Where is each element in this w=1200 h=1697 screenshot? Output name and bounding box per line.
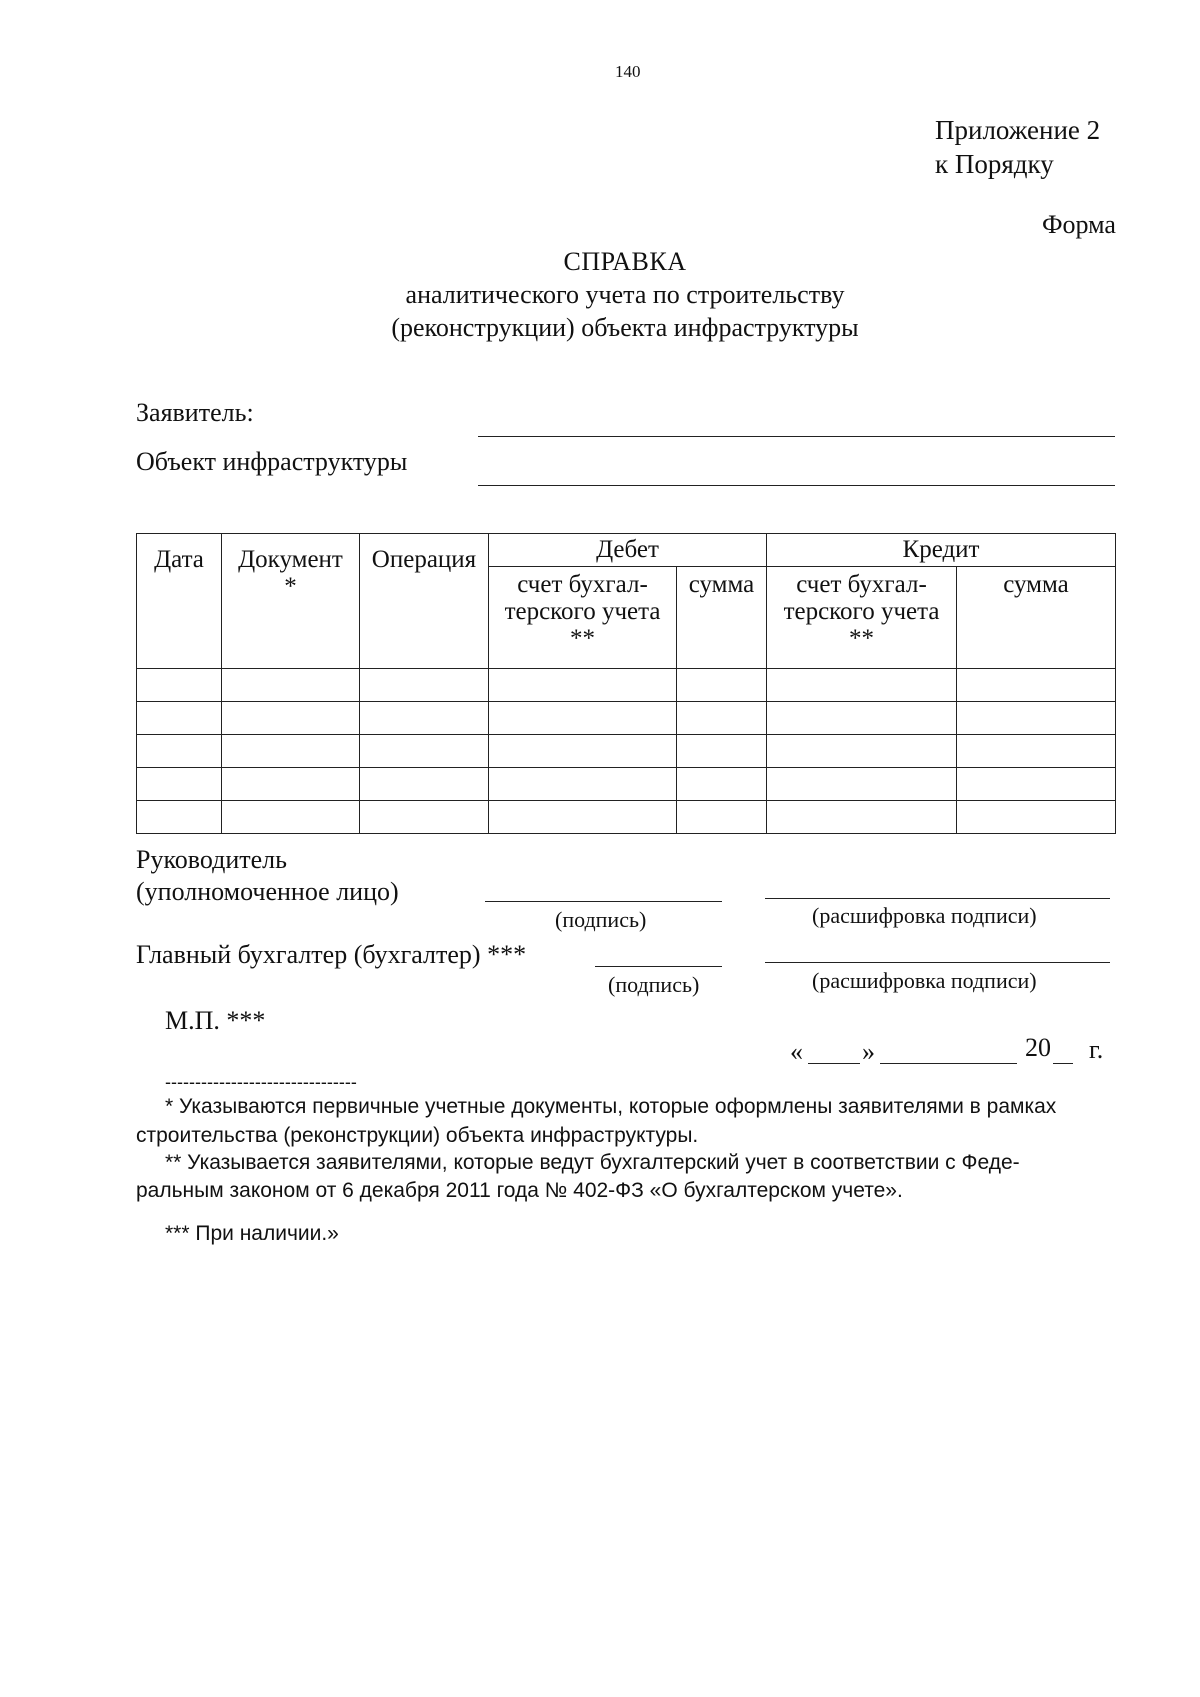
table-cell[interactable] (767, 735, 957, 768)
table-cell[interactable] (360, 801, 489, 834)
credit-sum-label: сумма (1003, 571, 1069, 598)
table-cell[interactable] (489, 735, 677, 768)
title-line-1: СПРАВКА (563, 247, 687, 276)
stamp-label: М.П. *** (165, 1006, 266, 1035)
table-header-row (137, 534, 1116, 567)
applicant-line[interactable] (478, 436, 1115, 437)
col-date-header (137, 534, 222, 669)
table-cell[interactable] (957, 702, 1116, 735)
title-line-2: аналитического учета по строительству (405, 280, 845, 309)
head-label-line-1: Руководитель (136, 845, 287, 874)
appendix-line-2: к Порядку (935, 149, 1054, 179)
table-cell[interactable] (222, 702, 360, 735)
table-cell[interactable] (489, 768, 677, 801)
table-body (137, 669, 1116, 834)
head-decode-line[interactable] (765, 898, 1110, 899)
col-document-header (222, 534, 360, 669)
object-label: Объект инфраструктуры (136, 447, 408, 476)
table-cell[interactable] (137, 702, 222, 735)
table-cell[interactable] (767, 768, 957, 801)
date-open-quote: « (790, 1037, 803, 1066)
table-cell[interactable] (360, 669, 489, 702)
head-signature-line[interactable] (485, 901, 722, 902)
table-cell[interactable] (677, 702, 767, 735)
credit-account-mark: ** (849, 625, 874, 652)
footnote-2-line-1: ** Указывается заявителями, которые ведут бухгалтерский учет в соответствии с Феде- (165, 1151, 1020, 1174)
debit-account-mark: ** (570, 625, 595, 652)
col-operation-header (360, 534, 489, 669)
table-cell[interactable] (957, 735, 1116, 768)
appendix-line-1: Приложение 2 (935, 115, 1101, 145)
debit-account-header (489, 567, 677, 669)
debit-header (489, 534, 767, 567)
table-cell[interactable] (222, 735, 360, 768)
col-operation-label: Операция (371, 546, 477, 573)
head-decode-caption: (расшифровка подписи) (812, 903, 1037, 928)
table-cell[interactable] (222, 669, 360, 702)
table-row (137, 768, 1116, 801)
table-cell[interactable] (137, 669, 222, 702)
accountant-label: Главный бухгалтер (бухгалтер) *** (136, 940, 527, 969)
accountant-signature-caption: (подпись) (608, 972, 700, 997)
debit-sum-header (677, 567, 767, 669)
document-title (300, 245, 950, 344)
table-cell[interactable] (222, 801, 360, 834)
footnote-1-line-2: строительства (реконструкции) объекта инфраструктуры. (136, 1124, 699, 1147)
table-cell[interactable] (360, 735, 489, 768)
table-cell[interactable] (489, 801, 677, 834)
accountant-decode-line[interactable] (765, 962, 1110, 963)
footnote-1-line-1: * Указываются первичные учетные документы, которые оформлены заявителями в рамках (165, 1095, 1057, 1118)
table-cell[interactable] (957, 801, 1116, 834)
credit-account-header (767, 567, 957, 669)
col-date-label: Дата (154, 546, 204, 573)
credit-header (767, 534, 1116, 567)
debit-account-line-2: терского учета (504, 598, 661, 625)
page-number: 140 (615, 62, 641, 81)
credit-account-line-1: счет бухгал- (796, 571, 927, 598)
debit-sum-label: сумма (688, 571, 755, 598)
credit-account-line-2: терского учета (783, 598, 940, 625)
col-document-label: Документ (238, 546, 343, 573)
table-cell[interactable] (677, 768, 767, 801)
appendix-reference (935, 113, 1100, 181)
table-cell[interactable] (677, 801, 767, 834)
table-cell[interactable] (767, 669, 957, 702)
date-month-line[interactable] (880, 1063, 1017, 1064)
table-cell[interactable] (360, 702, 489, 735)
table-cell[interactable] (137, 735, 222, 768)
table-cell[interactable] (489, 702, 677, 735)
credit-sum-header (957, 567, 1116, 669)
debit-label: Дебет (596, 536, 659, 563)
object-line[interactable] (478, 485, 1115, 486)
table-cell[interactable] (360, 768, 489, 801)
table-cell[interactable] (677, 669, 767, 702)
credit-label: Кредит (902, 536, 980, 563)
head-label-line-2: (уполномоченное лицо) (136, 877, 399, 906)
table-cell[interactable] (137, 801, 222, 834)
date-year-line[interactable] (1053, 1063, 1073, 1064)
title-line-3: (реконструкции) объекта инфраструктуры (391, 313, 859, 342)
head-signature-caption: (подпись) (555, 907, 647, 932)
date-year-prefix: 20 (1025, 1033, 1051, 1062)
applicant-label: Заявитель: (136, 398, 254, 427)
date-day-line[interactable] (808, 1063, 860, 1064)
table-cell[interactable] (489, 669, 677, 702)
accountant-decode-caption: (расшифровка подписи) (812, 968, 1037, 993)
table-cell[interactable] (222, 768, 360, 801)
table-cell[interactable] (957, 669, 1116, 702)
table-row (137, 801, 1116, 834)
table-cell[interactable] (137, 768, 222, 801)
date-close-quote: » (862, 1037, 875, 1066)
accountant-signature-line[interactable] (595, 966, 722, 967)
footnote-3: *** При наличии.» (165, 1222, 339, 1245)
footnote-2-line-2: ральным законом от 6 декабря 2011 года № 402-ФЗ «О бухгалтерском учете». (136, 1179, 903, 1202)
footnote-separator: -------------------------------- (165, 1072, 357, 1092)
table-cell[interactable] (767, 702, 957, 735)
col-document-mark: * (284, 573, 297, 600)
table-row (137, 702, 1116, 735)
table-cell[interactable] (767, 801, 957, 834)
table-cell[interactable] (677, 735, 767, 768)
ledger-table (136, 533, 1116, 834)
date-year-suffix: г. (1089, 1035, 1104, 1064)
table-row (137, 735, 1116, 768)
table-cell[interactable] (957, 768, 1116, 801)
table-row (137, 669, 1116, 702)
debit-account-line-1: счет бухгал- (517, 571, 648, 598)
form-label: Форма (1042, 210, 1116, 239)
